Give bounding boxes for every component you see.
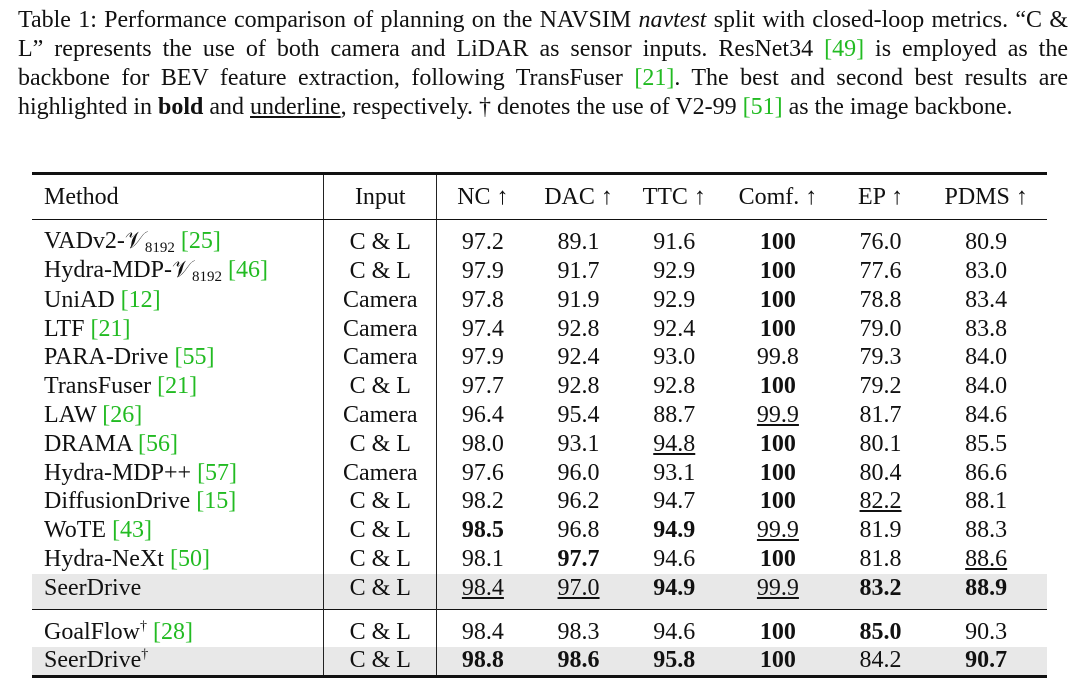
metric-value: 79.2 [859,373,902,400]
metric-cell [437,488,529,517]
method-cell [32,488,324,517]
metric-value: 81.8 [859,546,902,573]
method-cell [32,609,324,646]
metric-cell [720,516,836,545]
method-cell [32,516,324,545]
metric-cell [720,574,836,609]
method-subscript: 8192 [191,269,222,285]
metric-cell [529,401,629,430]
metric-value: 77.6 [859,258,902,284]
method-name: UniAD [44,286,115,313]
metric-value: 100 [759,286,796,313]
metric-cell [925,609,1047,646]
citation-link[interactable]: [21] [634,65,675,91]
citation-link[interactable]: [15] [196,488,237,515]
metric-cell [437,315,529,344]
citation-link[interactable]: [43] [112,517,153,544]
metric-cell [628,574,720,609]
metric-value: 91.6 [653,229,696,255]
metric-cell [529,609,629,646]
citation-link[interactable]: [56] [138,430,179,457]
citation-link[interactable]: [49] [824,36,865,62]
metric-value: 94.9 [653,574,696,601]
method-cell [32,545,324,574]
method-cell [32,372,324,401]
metric-cell [628,430,720,459]
table-row [32,220,1047,258]
metric-value: 93.1 [653,459,696,486]
input-cell: Camera [324,344,437,373]
performance-table [32,172,1047,678]
metric-value: 99.9 [756,574,799,601]
metric-value: 83.2 [859,574,902,601]
table-row [32,315,1047,344]
header-ep: EP ↑ [836,174,926,220]
citation-link[interactable]: [55] [174,344,215,371]
metric-cell [437,372,529,401]
metric-cell [529,286,629,315]
method-cell [32,220,324,258]
citation-link[interactable]: [26] [102,402,143,429]
metric-cell [720,609,836,646]
metric-cell [437,459,529,488]
caption-underline: underline [250,94,341,120]
table-row [32,372,1047,401]
method-cell [32,315,324,344]
metric-value: 92.8 [557,373,600,400]
metric-value: 98.4 [461,618,504,645]
metric-cell [437,609,529,646]
metric-cell [437,516,529,545]
metric-value: 98.6 [557,647,600,674]
method-cell [32,344,324,373]
citation-link[interactable]: [51] [742,94,783,120]
metric-value: 97.8 [461,286,504,313]
metric-cell [925,459,1047,488]
citation-link[interactable]: [21] [90,315,131,342]
metric-cell [437,257,529,286]
metric-value: 97.4 [461,315,504,342]
table-row [32,344,1047,373]
metric-value: 88.9 [965,574,1008,601]
metric-cell [437,430,529,459]
table-row [32,545,1047,574]
metric-cell [628,220,720,258]
metric-cell [836,315,926,344]
metric-value: 95.8 [653,647,696,674]
citation-link[interactable]: [12] [120,286,161,313]
metric-cell [836,488,926,517]
metric-cell [925,344,1047,373]
metric-cell [628,516,720,545]
metric-value: 94.6 [653,546,696,573]
metric-cell [720,286,836,315]
method-name: PARA-Drive [44,344,169,371]
method-name: Hydra-MDP++ [44,459,192,486]
method-name: SeerDrive [44,647,142,674]
input-cell: C & L [324,372,437,401]
metric-value: 86.6 [965,459,1008,486]
metric-cell [529,545,629,574]
metric-value: 100 [759,647,796,674]
metric-value: 84.0 [965,344,1008,371]
caption-text: and [203,94,251,120]
metric-value: 90.7 [965,647,1008,674]
metric-cell [836,574,926,609]
method-name: LAW [44,402,97,429]
table-row [32,488,1047,517]
caption-text: . The best and second best results are highlighted in [18,65,1068,120]
metric-cell [628,609,720,646]
metric-cell [529,220,629,258]
metric-value: 93.0 [653,344,696,371]
metric-value: 88.3 [965,517,1008,544]
metric-value: 79.3 [859,344,902,371]
header-method: Method [32,174,324,220]
metric-value: 100 [759,373,796,400]
input-cell: C & L [324,647,437,677]
metric-cell [437,401,529,430]
table-header-row [32,174,1047,220]
metric-cell [836,257,926,286]
metric-cell [720,401,836,430]
table-row [32,516,1047,545]
metric-value: 98.8 [461,647,504,674]
input-cell: C & L [324,430,437,459]
metric-cell [925,257,1047,286]
metric-cell [720,315,836,344]
metric-value: 88.1 [965,488,1008,515]
method-name: WoTE [44,517,107,544]
input-cell: Camera [324,401,437,430]
metric-value: 96.2 [557,488,600,515]
table-row [32,257,1047,286]
input-cell: C & L [324,220,437,258]
metric-value: 84.0 [965,373,1008,400]
caption-text: is employed as the backbone for BEV feature extraction, following TransFuser [18,36,1069,91]
metric-value: 98.0 [461,430,504,457]
metric-cell [836,609,926,646]
metric-cell [529,257,629,286]
metric-cell [720,459,836,488]
metric-value: 98.2 [461,488,504,515]
metric-cell [437,344,529,373]
header-pdms: PDMS ↑ [925,174,1047,220]
header-comf: Comf. ↑ [720,174,836,220]
method-name: DiffusionDrive [44,488,191,515]
metric-cell [628,459,720,488]
metric-value: 80.4 [859,459,902,486]
citation-link[interactable]: [57] [197,459,238,486]
metric-cell [628,545,720,574]
metric-cell [925,401,1047,430]
metric-cell [925,286,1047,315]
citation-link[interactable]: [25] [180,228,221,254]
method-cell [32,286,324,315]
dagger-mark: † [140,618,147,634]
metric-cell [628,488,720,517]
metric-cell [836,647,926,677]
metric-value: 100 [759,618,796,645]
citation-link[interactable]: [50] [169,546,210,573]
citation-link[interactable]: [46] [227,257,268,283]
metric-value: 91.7 [557,258,600,284]
table-row [32,647,1047,677]
metric-cell [529,430,629,459]
metric-value: 96.4 [461,402,504,429]
metric-cell [437,647,529,677]
method-name: GoalFlow [44,618,140,645]
metric-cell [628,315,720,344]
metric-value: 97.9 [461,344,504,371]
caption-bold: bold [158,94,204,120]
metric-cell [437,574,529,609]
metric-cell [836,516,926,545]
metric-value: 90.3 [965,618,1008,645]
metric-cell [720,430,836,459]
metric-value: 82.2 [859,488,902,515]
table-row [32,574,1047,609]
metric-cell [836,401,926,430]
table-row [32,430,1047,459]
metric-cell [529,344,629,373]
metric-value: 94.6 [653,618,696,645]
table-row [32,286,1047,315]
method-cell [32,257,324,286]
citation-link[interactable]: [21] [157,373,198,400]
dagger-mark: † [141,647,149,663]
method-name: DRAMA [44,430,133,457]
table-row [32,459,1047,488]
metric-cell [836,372,926,401]
metric-cell [925,516,1047,545]
metric-cell [529,459,629,488]
metric-value: 83.0 [965,258,1008,284]
metric-value: 98.4 [461,574,504,601]
metric-value: 97.7 [461,373,504,400]
method-cell [32,459,324,488]
metric-cell [628,401,720,430]
metric-value: 81.9 [859,517,902,544]
metric-value: 78.8 [859,286,902,313]
header-ttc: TTC ↑ [628,174,720,220]
method-name: TransFuser [44,373,152,400]
metric-cell [836,430,926,459]
caption-italic: navtest [638,7,707,33]
metric-value: 97.0 [557,574,600,601]
metric-cell [720,257,836,286]
metric-cell [925,430,1047,459]
metric-cell [836,344,926,373]
metric-cell [720,220,836,258]
metric-value: 98.5 [461,517,504,544]
metric-value: 97.7 [557,546,600,573]
metric-value: 99.9 [756,517,799,544]
metric-value: 100 [759,258,796,284]
metric-value: 92.8 [653,373,696,400]
method-name: VADv2-𝒱 [44,228,145,254]
metric-value: 88.6 [965,546,1008,573]
metric-cell [720,344,836,373]
method-cell [32,574,324,609]
metric-value: 84.6 [965,402,1008,429]
method-name: LTF [44,315,85,342]
metric-cell [628,257,720,286]
metric-cell [925,315,1047,344]
metric-value: 100 [759,229,796,255]
metric-cell [628,647,720,677]
method-name: SeerDrive [44,574,142,601]
method-name: Hydra-NeXt [44,546,164,573]
metric-value: 88.7 [653,402,696,429]
input-cell: Camera [324,286,437,315]
metric-cell [925,574,1047,609]
metric-value: 92.8 [557,315,600,342]
caption-label: Table 1: [18,7,97,33]
table-row [32,401,1047,430]
table-row [32,609,1047,646]
method-cell [32,401,324,430]
caption-text: split with closed-loop metrics. “C & L” represents the use of both camera and LiDAR as sensor inputs. ResNet34 [18,7,1068,62]
input-cell: C & L [324,609,437,646]
metric-value: 83.4 [965,286,1008,313]
metric-value: 98.1 [461,546,504,573]
metric-value: 84.2 [859,647,902,674]
metric-cell [836,220,926,258]
metric-value: 100 [759,315,796,342]
metric-cell [720,647,836,677]
metric-value: 80.9 [965,229,1008,255]
input-cell: C & L [324,488,437,517]
input-cell: C & L [324,516,437,545]
metric-value: 96.8 [557,517,600,544]
metric-value: 89.1 [557,229,600,255]
metric-value: 97.2 [461,229,504,255]
metric-value: 92.9 [653,258,696,284]
metric-cell [925,647,1047,677]
metric-cell [529,488,629,517]
method-name: Hydra-MDP-𝒱 [44,257,192,283]
metric-cell [925,220,1047,258]
metric-cell [836,286,926,315]
metric-value: 79.0 [859,315,902,342]
metric-value: 100 [759,430,796,457]
metric-cell [836,545,926,574]
metric-value: 96.0 [557,459,600,486]
caption-text: Performance comparison of planning on the NAVSIM [96,7,639,33]
metric-value: 92.4 [557,344,600,371]
caption-text: as the image backbone. [782,94,1013,120]
metric-value: 99.8 [756,344,799,371]
input-cell: Camera [324,459,437,488]
method-cell [32,430,324,459]
metric-cell [720,545,836,574]
input-cell: Camera [324,315,437,344]
input-cell: C & L [324,257,437,286]
header-input: Input [324,174,437,220]
metric-cell [529,315,629,344]
metric-cell [437,220,529,258]
metric-cell [628,372,720,401]
metric-cell [529,516,629,545]
metric-value: 92.4 [653,315,696,342]
metric-value: 94.9 [653,517,696,544]
metric-value: 100 [759,546,796,573]
metric-value: 76.0 [859,229,902,255]
metric-value: 91.9 [557,286,600,313]
method-subscript: 8192 [144,240,175,256]
metric-value: 80.1 [859,430,902,457]
metric-cell [437,286,529,315]
metric-value: 93.1 [557,430,600,457]
citation-link[interactable]: [28] [153,618,193,645]
metric-cell [437,545,529,574]
input-cell: C & L [324,574,437,609]
input-cell: C & L [324,545,437,574]
metric-value: 92.9 [653,286,696,313]
metric-value: 83.8 [965,315,1008,342]
method-cell [32,647,324,677]
metric-value: 97.9 [461,258,504,284]
metric-value: 99.9 [756,402,799,429]
header-dac: DAC ↑ [529,174,629,220]
metric-cell [720,488,836,517]
metric-value: 95.4 [557,402,600,429]
metric-cell [836,459,926,488]
metric-cell [529,647,629,677]
caption-text: , respectively. † denotes the use of V2-99 [340,94,743,120]
metric-cell [529,372,629,401]
table-caption [18,6,1068,122]
metric-value: 81.7 [859,402,902,429]
metric-cell [925,372,1047,401]
metric-value: 94.7 [653,488,696,515]
metric-cell [925,488,1047,517]
metric-value: 100 [759,459,796,486]
metric-cell [628,344,720,373]
metric-value: 100 [759,488,796,515]
header-nc: NC ↑ [437,174,529,220]
metric-value: 97.6 [461,459,504,486]
metric-value: 85.0 [859,618,902,645]
metric-value: 94.8 [653,430,696,457]
metric-value: 98.3 [557,618,600,645]
metric-value: 85.5 [965,430,1008,457]
metric-cell [720,372,836,401]
metric-cell [529,574,629,609]
metric-cell [628,286,720,315]
metric-cell [925,545,1047,574]
